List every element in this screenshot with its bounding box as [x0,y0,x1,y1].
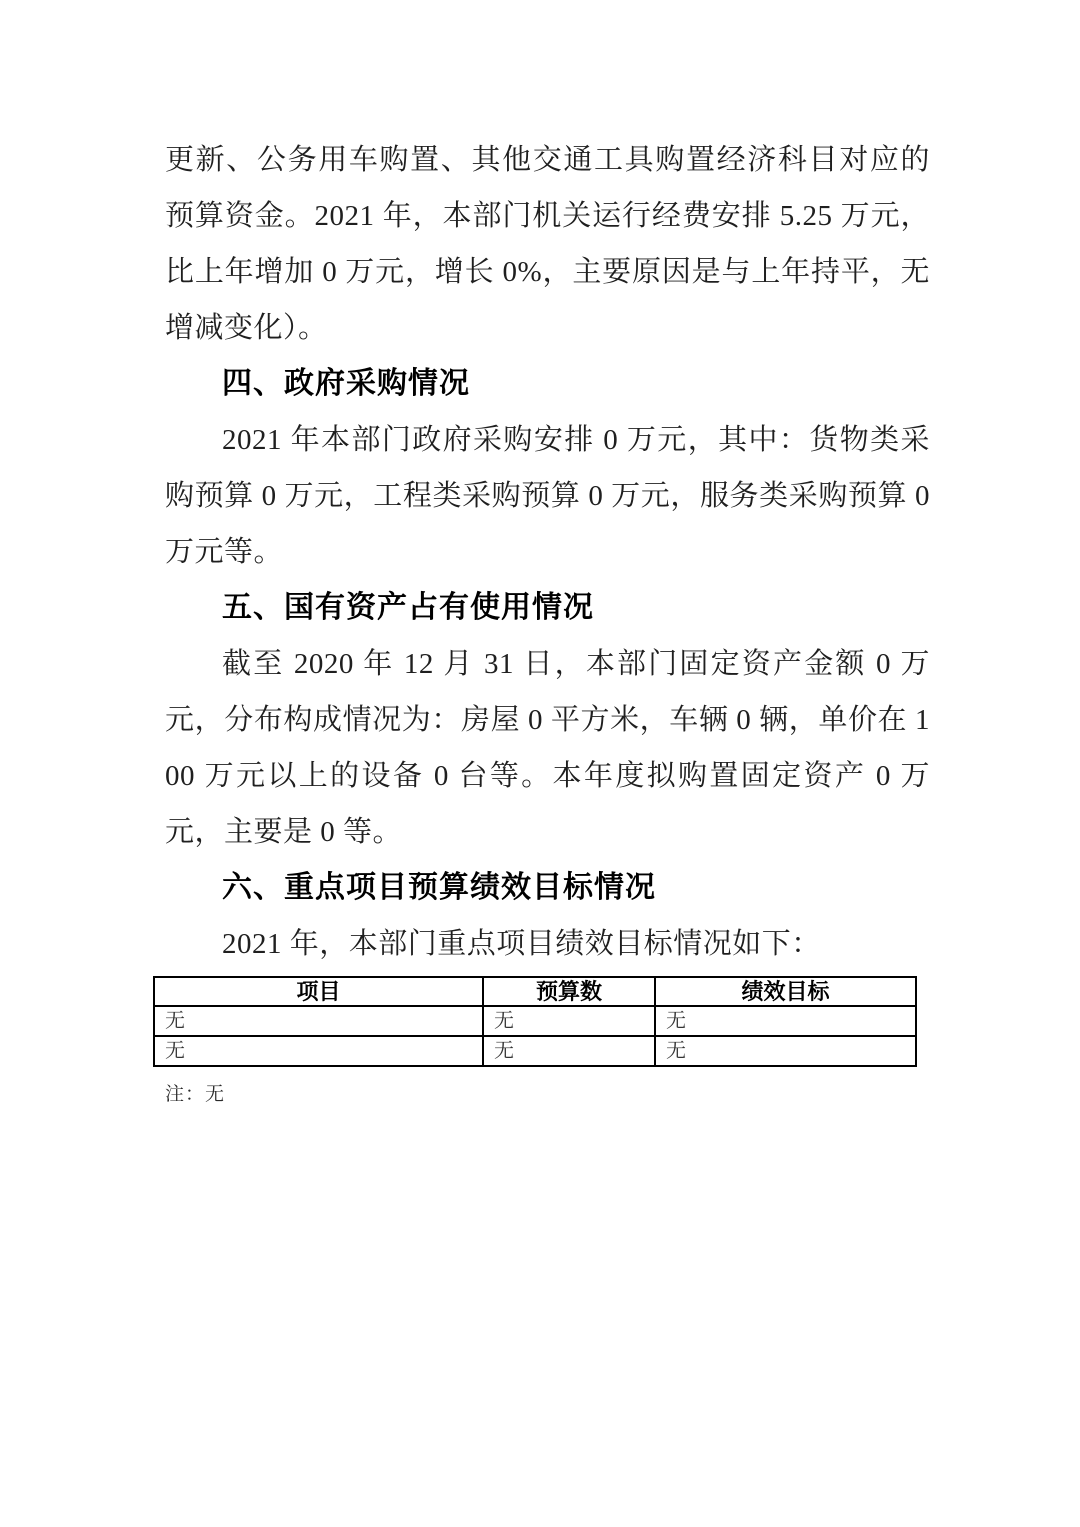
table-header-row [154,977,916,1006]
table-cell-budget-1: 无 [483,1006,655,1036]
table-row [154,1036,916,1066]
paragraph-state-assets: 截至 2020 年 12 月 31 日，本部门固定资产金额 0 万元，分布构成情况为：房屋 0 平方米，车辆 0 辆，单价在 100 万元以上的设备 0 台等。本年度拟购置固定资产 0 万元，主要是 0 等。 [165,648,930,848]
document-content [165,132,930,1106]
paragraph-performance-intro: 2021 年，本部门重点项目绩效目标情况如下： [222,928,821,960]
paragraph-continuation: 更新、公务用车购置、其他交通工具购置经济科目对应的预算资金。2021 年，本部门机关运行经费安排 5.25 万元，比上年增加 0 万元，增长 0%，主要原因是与上年持平，无增减变化）。 [165,144,930,344]
table-header-budget: 预算数 [483,977,655,1006]
performance-table [153,976,917,1067]
section-heading-government-procurement: 四、政府采购情况 [222,367,470,400]
table-row [154,1006,916,1036]
table-cell-budget-2: 无 [483,1036,655,1066]
table-cell-target-2: 无 [655,1036,916,1066]
table-header-project: 项目 [154,977,483,1006]
note-text: 注：无 [165,1084,226,1105]
section-heading-key-project-performance: 六、重点项目预算绩效目标情况 [222,871,656,904]
table-cell-project-2: 无 [154,1036,483,1066]
table-cell-project-1: 无 [154,1006,483,1036]
paragraph-government-procurement: 2021 年本部门政府采购安排 0 万元，其中：货物类采购预算 0 万元，工程类采购预算 0 万元，服务类采购预算 0 万元等。 [165,424,930,568]
section-heading-state-assets: 五、国有资产占有使用情况 [222,591,594,624]
table-cell-target-1: 无 [655,1006,916,1036]
performance-table-wrap [153,976,915,1067]
table-header-performance-target: 绩效目标 [655,977,916,1006]
